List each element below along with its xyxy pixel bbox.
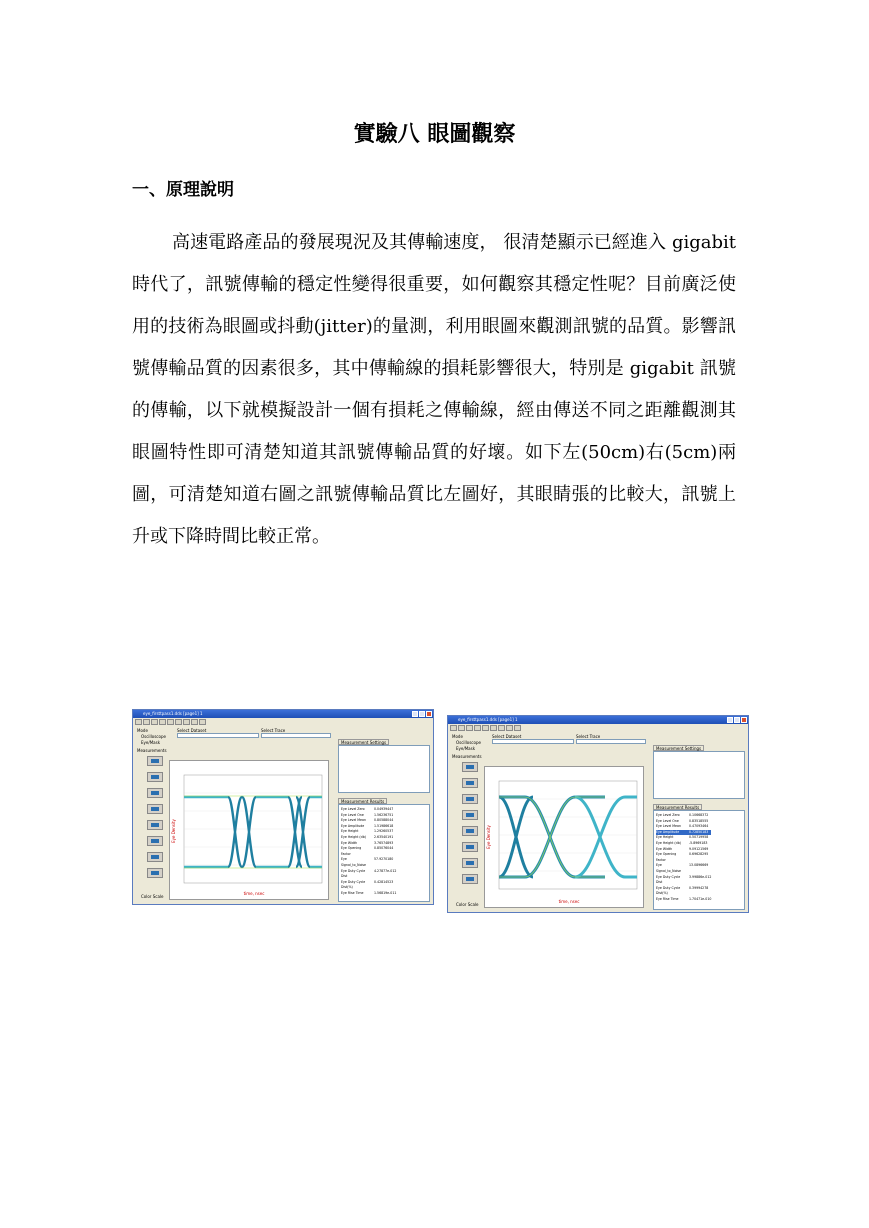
mode-label: Mode bbox=[452, 734, 463, 739]
section-heading: 一、原理說明 bbox=[132, 180, 234, 200]
measurement-settings-panel bbox=[653, 751, 745, 799]
toolbar-button[interactable] bbox=[183, 719, 190, 725]
maximize-icon[interactable] bbox=[419, 711, 425, 717]
body-paragraph: 高速電路產品的發展現況及其傳輸速度， 很清楚顯示已經進入 gigabit 時代了，訊號傳輸的穩定性變得很重要，如何觀察其穩定性呢？目前廣泛使用的技術為眼圖或抖動(jitter)的量測，利用眼圖來觀測訊號的品質。影響訊號傳輸品質的因素很多，其中傳輸線的損耗影響很大，特別是 gigabit 訊號的傳輸，以下就模擬設計一個有損耗之傳輸線，經由傳送不同之距離觀測其眼圖特性即可清楚知道其訊號傳輸品質的好壞。如下左(50cm)右(5cm)兩圖，可清楚知道右圖之訊號傳輸品質比左圖好，其眼睛張的比較大，訊號上升或下降時間比較正常。 bbox=[132, 232, 736, 547]
measurement-results-tab[interactable]: Measurement Results bbox=[653, 804, 702, 810]
toolbar bbox=[448, 724, 748, 732]
list-item[interactable]: Eye Width 9.09121569 bbox=[656, 846, 709, 851]
minimize-icon[interactable] bbox=[412, 711, 418, 717]
measurement-results-panel bbox=[653, 810, 745, 910]
toolbar-button[interactable] bbox=[498, 725, 505, 731]
list-item[interactable]: Eye Amplitude 1.51986618 bbox=[341, 823, 394, 828]
list-item[interactable]: Eye Level Mean 0.47093464 bbox=[656, 824, 709, 829]
measurement-button[interactable] bbox=[462, 794, 478, 804]
measurements-label: Measurements bbox=[452, 754, 482, 759]
mode-option[interactable]: Eye/Mask bbox=[141, 740, 161, 745]
toolbar-button[interactable] bbox=[514, 725, 521, 731]
results-list bbox=[341, 807, 396, 897]
eye-diagram-svg bbox=[170, 761, 328, 899]
y-axis-label: Eye Density bbox=[171, 819, 176, 843]
select-trace-label: Select Trace bbox=[576, 734, 601, 739]
select-dataset-label: Select Dataset bbox=[177, 728, 207, 733]
measurement-button[interactable] bbox=[147, 772, 163, 782]
toolbar-button[interactable] bbox=[159, 719, 166, 725]
list-item[interactable]: Eye Rise Time 1.56819e-011 bbox=[341, 890, 397, 895]
measurement-results-tab[interactable]: Measurement Results bbox=[338, 798, 387, 804]
measurement-button[interactable] bbox=[147, 852, 163, 862]
measurement-button[interactable] bbox=[147, 804, 163, 814]
measurement-button[interactable] bbox=[147, 820, 163, 830]
list-item[interactable]: Eye Level One 1.56236751 bbox=[341, 812, 394, 817]
measurement-button[interactable] bbox=[147, 788, 163, 798]
toolbar-button[interactable] bbox=[135, 719, 142, 725]
mode-option[interactable]: Oscilloscope bbox=[456, 740, 481, 745]
toolbar-button[interactable] bbox=[151, 719, 158, 725]
list-item[interactable]: Eye Height 1.29260537 bbox=[341, 829, 394, 834]
list-item[interactable]: Eye Signal_to_Noise 13.0896669 bbox=[656, 863, 709, 873]
measurement-button[interactable] bbox=[462, 762, 478, 772]
select-dataset-combo[interactable] bbox=[177, 733, 259, 738]
toolbar-button[interactable] bbox=[474, 725, 481, 731]
list-item[interactable]: Eye Signal_to_Noise 57.9270180 bbox=[341, 857, 394, 867]
toolbar-button[interactable] bbox=[175, 719, 182, 725]
list-item[interactable]: Eye Opening Factor 0.85076044 bbox=[341, 846, 394, 856]
list-item[interactable]: Eye Width 3.76574893 bbox=[341, 840, 394, 845]
list-item[interactable]: Eye Rise Time 1.70471e-010 bbox=[656, 896, 712, 901]
list-item[interactable]: Eye Level Zero 0.04939447 bbox=[341, 807, 394, 811]
y-axis-label: Eye Density bbox=[486, 825, 491, 849]
list-item[interactable]: Eye Duty Cycle Dist 3.99886e-012 bbox=[656, 874, 712, 885]
measurement-button[interactable] bbox=[462, 874, 478, 884]
toolbar-button[interactable] bbox=[450, 725, 457, 731]
select-dataset-label: Select Dataset bbox=[492, 734, 522, 739]
maximize-icon[interactable] bbox=[734, 717, 740, 723]
select-trace-combo[interactable] bbox=[576, 739, 646, 744]
eye-diagram-plot bbox=[484, 766, 644, 908]
toolbar-button[interactable] bbox=[482, 725, 489, 731]
list-item[interactable]: Eye Duty Cycle Dist(%) 0.42814523 bbox=[341, 879, 394, 890]
eye-diagram-window-left bbox=[132, 709, 434, 905]
window-title: eye_firsttpass1.dds [page1] 1 bbox=[458, 717, 518, 722]
eye-diagram-window-right bbox=[447, 715, 749, 913]
list-item-selected[interactable]: Eye Amplitude 0.72850183 bbox=[656, 830, 711, 836]
mode-option[interactable]: Oscilloscope bbox=[141, 734, 166, 739]
measurement-settings-panel bbox=[338, 745, 430, 793]
x-axis-label: time, nsec bbox=[558, 899, 580, 904]
measurement-button[interactable] bbox=[462, 842, 478, 852]
close-icon[interactable] bbox=[426, 711, 432, 717]
toolbar-button[interactable] bbox=[191, 719, 198, 725]
list-item[interactable]: Eye Duty Cycle Dist 4.27877e-012 bbox=[341, 868, 397, 879]
measurement-results-panel bbox=[338, 804, 430, 902]
select-trace-label: Select Trace bbox=[261, 728, 286, 733]
page-title: 實驗八 眼圖觀察 bbox=[353, 122, 516, 147]
eye-diagram-svg bbox=[485, 767, 643, 907]
mode-label: Mode bbox=[137, 728, 148, 733]
toolbar-button[interactable] bbox=[143, 719, 150, 725]
toolbar-button[interactable] bbox=[490, 725, 497, 731]
color-scale-checkbox[interactable]: Color Scale bbox=[456, 902, 479, 907]
toolbar bbox=[133, 718, 433, 726]
mode-option[interactable]: Eye/Mask bbox=[456, 746, 476, 751]
measurement-button[interactable] bbox=[147, 836, 163, 846]
minimize-icon[interactable] bbox=[727, 717, 733, 723]
measurement-button[interactable] bbox=[462, 778, 478, 788]
window-titlebar bbox=[448, 716, 748, 724]
color-scale-checkbox[interactable]: Color Scale bbox=[141, 894, 164, 899]
toolbar-button[interactable] bbox=[506, 725, 513, 731]
toolbar-button[interactable] bbox=[458, 725, 465, 731]
toolbar-button[interactable] bbox=[167, 719, 174, 725]
eye-diagram-plot bbox=[169, 760, 329, 900]
measurement-button[interactable] bbox=[462, 810, 478, 820]
measurements-label: Measurements bbox=[137, 748, 167, 753]
list-item[interactable]: Eye Height (db) -5.8969183 bbox=[656, 840, 708, 845]
measurement-button[interactable] bbox=[147, 756, 163, 766]
select-dataset-combo[interactable] bbox=[492, 739, 574, 744]
close-icon[interactable] bbox=[741, 717, 747, 723]
measurement-button[interactable] bbox=[462, 858, 478, 868]
measurement-settings-tab[interactable]: Measurement Settings bbox=[653, 745, 704, 751]
window-titlebar bbox=[133, 710, 433, 718]
x-axis-label: time, nsec bbox=[243, 891, 265, 896]
list-item[interactable]: Eye Height (db) 2.63540191 bbox=[341, 834, 394, 839]
list-item[interactable]: Eye Duty Cycle Dist(%) 0.39994278 bbox=[656, 885, 709, 896]
list-item[interactable]: Eye Height 0.50719958 bbox=[656, 835, 709, 840]
measurement-settings-tab[interactable]: Measurement Settings bbox=[338, 739, 389, 745]
window-title: eye_firsttpass1.dds [page1] 1 bbox=[143, 711, 203, 716]
list-item[interactable]: Eye Level Mean 0.80588044 bbox=[341, 818, 394, 823]
toolbar-button[interactable] bbox=[199, 719, 206, 725]
list-item[interactable]: Eye Level Zero 0.10668372 bbox=[656, 813, 709, 817]
measurement-button[interactable] bbox=[147, 868, 163, 878]
toolbar-button[interactable] bbox=[466, 725, 473, 731]
measurement-button[interactable] bbox=[462, 826, 478, 836]
results-list bbox=[656, 813, 711, 903]
list-item[interactable]: Eye Level One 0.83518555 bbox=[656, 818, 709, 823]
select-trace-combo[interactable] bbox=[261, 733, 331, 738]
list-item[interactable]: Eye Opening Factor 0.69628295 bbox=[656, 852, 709, 862]
